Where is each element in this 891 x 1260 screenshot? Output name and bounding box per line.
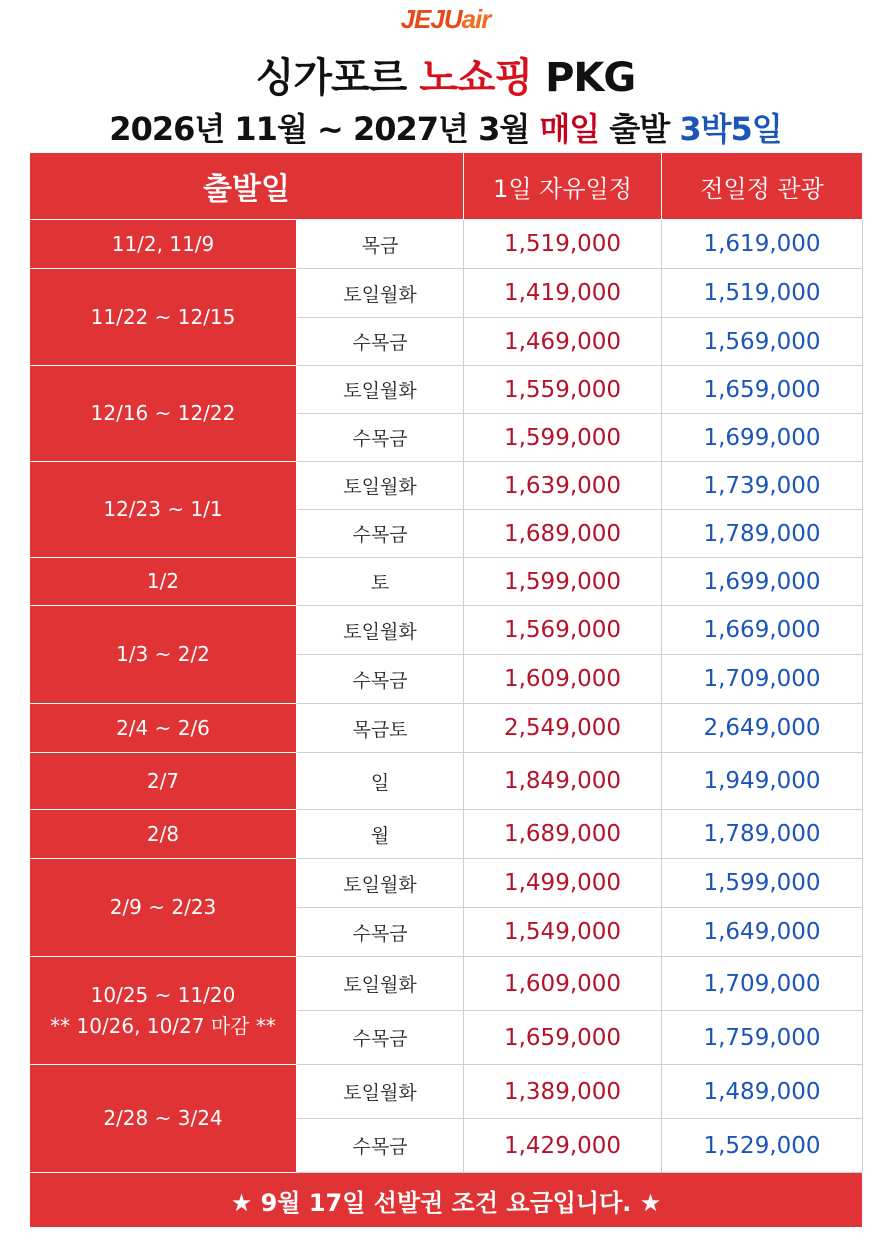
free-price-cell: 1,419,000 — [464, 269, 662, 318]
table-header-row — [30, 153, 863, 220]
weekday-cell: 수목금 — [297, 510, 464, 558]
free-price-cell: 1,599,000 — [464, 414, 662, 462]
closed-dates-note: ** 10/26, 10/27 마감 ** — [50, 1013, 276, 1038]
tour-price-cell: 1,949,000 — [662, 753, 863, 810]
fare-condition-notice: ★ 9월 17일 선발권 조건 요금입니다. ★ — [30, 1173, 863, 1228]
tour-price-cell: 1,649,000 — [662, 908, 863, 957]
weekday-cell: 수목금 — [297, 414, 464, 462]
weekday-cell: 수목금 — [297, 655, 464, 704]
free-price-cell: 1,849,000 — [464, 753, 662, 810]
departure-date-cell: 11/22 ~ 12/15 — [30, 269, 297, 366]
weekday-cell: 월 — [297, 810, 464, 859]
weekday-cell: 토일월화 — [297, 606, 464, 655]
header-departure-date: 출발일 — [30, 153, 464, 220]
tour-price-cell: 1,619,000 — [662, 220, 863, 269]
table-row — [30, 558, 863, 606]
free-price-cell: 1,599,000 — [464, 558, 662, 606]
jejuair-logo — [0, 4, 891, 35]
departure-date-cell: 2/9 ~ 2/23 — [30, 859, 297, 957]
tour-price-cell: 1,529,000 — [662, 1119, 863, 1173]
free-price-cell: 1,609,000 — [464, 655, 662, 704]
tour-price-cell: 1,709,000 — [662, 655, 863, 704]
table-row — [30, 269, 863, 318]
table-row — [30, 859, 863, 908]
subtitle-period: 2026년 11월 ~ 2027년 3월 — [109, 110, 540, 148]
weekday-cell: 토일월화 — [297, 859, 464, 908]
tour-price-cell: 1,699,000 — [662, 414, 863, 462]
header-full-tour: 전일정 관광 — [662, 153, 863, 220]
logo-jeju-text: JEJU — [400, 4, 462, 34]
weekday-cell: 수목금 — [297, 1011, 464, 1065]
table-row — [30, 753, 863, 810]
header-free-schedule: 1일 자유일정 — [464, 153, 662, 220]
table-row — [30, 1065, 863, 1119]
free-price-cell: 1,689,000 — [464, 810, 662, 859]
free-price-cell: 1,469,000 — [464, 318, 662, 366]
free-price-cell: 1,559,000 — [464, 366, 662, 414]
weekday-cell: 수목금 — [297, 318, 464, 366]
page-subtitle — [0, 104, 891, 150]
weekday-cell: 목금토 — [297, 704, 464, 753]
free-price-cell: 1,689,000 — [464, 510, 662, 558]
departure-date-cell: 12/23 ~ 1/1 — [30, 462, 297, 558]
title-prefix: 싱가포르 — [255, 55, 420, 101]
table-row — [30, 366, 863, 414]
free-price-cell: 1,499,000 — [464, 859, 662, 908]
tour-price-cell: 1,739,000 — [662, 462, 863, 510]
price-table — [29, 152, 863, 1228]
weekday-cell: 수목금 — [297, 908, 464, 957]
tour-price-cell: 1,659,000 — [662, 366, 863, 414]
weekday-cell: 토일월화 — [297, 1065, 464, 1119]
weekday-cell: 토일월화 — [297, 269, 464, 318]
logo-air-text: air — [461, 4, 491, 34]
free-price-cell: 1,639,000 — [464, 462, 662, 510]
departure-date-range: 10/25 ~ 11/20 — [90, 982, 236, 1007]
tour-price-cell: 1,599,000 — [662, 859, 863, 908]
departure-date-cell: 12/16 ~ 12/22 — [30, 366, 297, 462]
free-price-cell: 1,519,000 — [464, 220, 662, 269]
table-row — [30, 704, 863, 753]
tour-price-cell: 1,789,000 — [662, 810, 863, 859]
table-row — [30, 462, 863, 510]
table-row — [30, 220, 863, 269]
free-price-cell: 1,549,000 — [464, 908, 662, 957]
departure-date-cell — [30, 957, 297, 1065]
weekday-cell: 토일월화 — [297, 366, 464, 414]
title-suffix: PKG — [532, 55, 636, 101]
free-price-cell: 1,609,000 — [464, 957, 662, 1011]
departure-date-cell: 2/4 ~ 2/6 — [30, 704, 297, 753]
weekday-cell: 토 — [297, 558, 464, 606]
tour-price-cell: 1,569,000 — [662, 318, 863, 366]
subtitle-daily: 매일 — [539, 110, 600, 148]
departure-date-cell: 1/2 — [30, 558, 297, 606]
weekday-cell: 토일월화 — [297, 957, 464, 1011]
title-highlight: 노쇼핑 — [419, 55, 533, 101]
free-price-cell: 1,429,000 — [464, 1119, 662, 1173]
free-price-cell: 1,659,000 — [464, 1011, 662, 1065]
departure-date-cell: 2/28 ~ 3/24 — [30, 1065, 297, 1173]
free-price-cell: 1,569,000 — [464, 606, 662, 655]
tour-price-cell: 1,489,000 — [662, 1065, 863, 1119]
table-row — [30, 810, 863, 859]
weekday-cell: 목금 — [297, 220, 464, 269]
notice-row — [30, 1173, 863, 1228]
weekday-cell: 수목금 — [297, 1119, 464, 1173]
subtitle-duration: 3박5일 — [679, 110, 782, 148]
tour-price-cell: 1,789,000 — [662, 510, 863, 558]
departure-date-cell: 2/7 — [30, 753, 297, 810]
subtitle-depart: 출발 — [599, 110, 680, 148]
table-row — [30, 957, 863, 1011]
weekday-cell: 토일월화 — [297, 462, 464, 510]
table-row — [30, 606, 863, 655]
departure-date-cell: 2/8 — [30, 810, 297, 859]
tour-price-cell: 2,649,000 — [662, 704, 863, 753]
tour-price-cell: 1,709,000 — [662, 957, 863, 1011]
page-title — [0, 46, 891, 103]
tour-price-cell: 1,519,000 — [662, 269, 863, 318]
tour-price-cell: 1,699,000 — [662, 558, 863, 606]
tour-price-cell: 1,759,000 — [662, 1011, 863, 1065]
free-price-cell: 2,549,000 — [464, 704, 662, 753]
departure-date-cell: 11/2, 11/9 — [30, 220, 297, 269]
tour-price-cell: 1,669,000 — [662, 606, 863, 655]
weekday-cell: 일 — [297, 753, 464, 810]
free-price-cell: 1,389,000 — [464, 1065, 662, 1119]
departure-date-cell: 1/3 ~ 2/2 — [30, 606, 297, 704]
